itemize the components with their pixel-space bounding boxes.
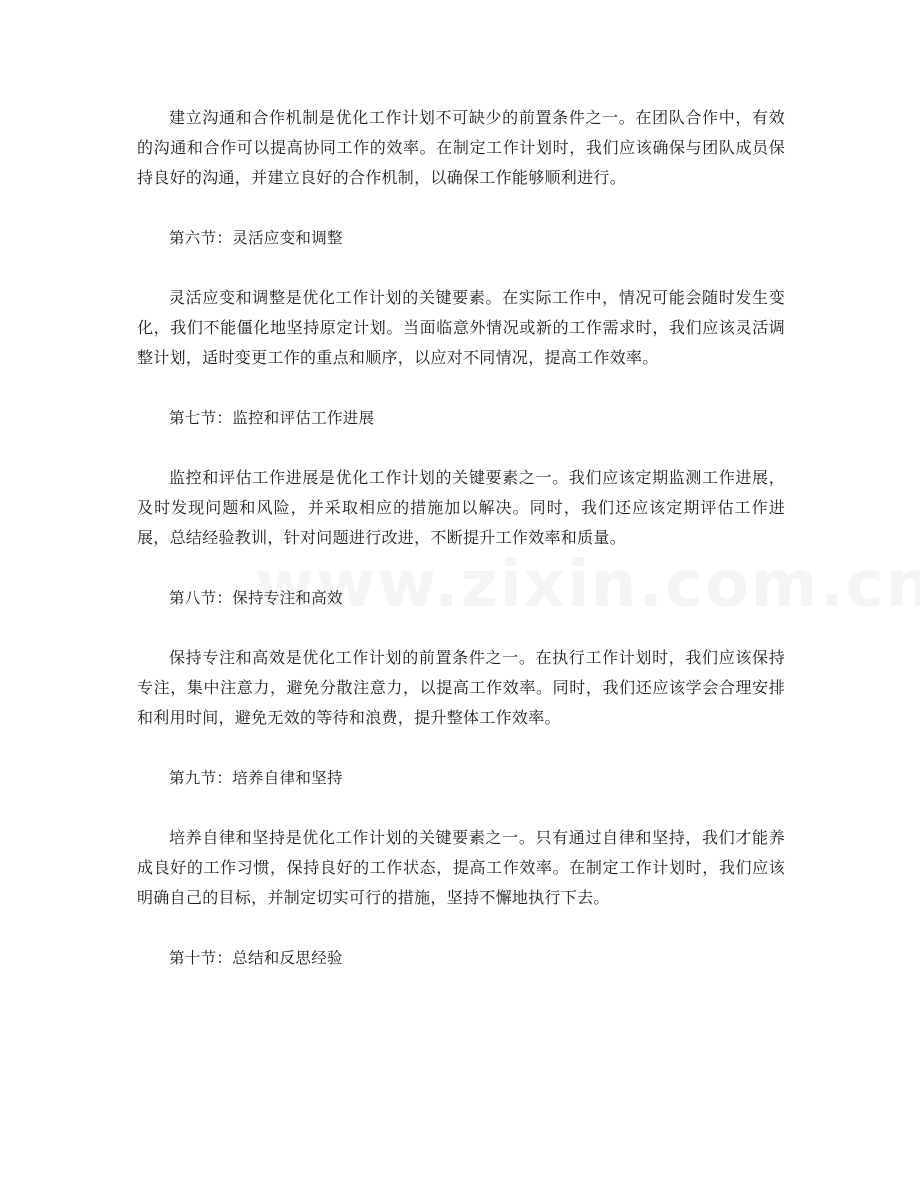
spacer (137, 913, 785, 943)
paragraph-communication: 建立沟通和合作机制是优化工作计划不可缺少的前置条件之一。在团队合作中，有效的沟通和合作可以提高协同工作的效率。在制定工作计划时，我们应该确保与团队成员保持良好的沟通，并建立良好的合作机制，以确保工作能够顺利进行。 (137, 108, 785, 187)
spacer (137, 373, 785, 403)
document-body (137, 103, 785, 973)
section-heading-6: 第六节：灵活应变和调整 (169, 229, 343, 247)
section-heading-8: 第八节：保持专注和高效 (169, 589, 343, 607)
spacer (137, 253, 785, 283)
paragraph-discipline: 培养自律和坚持是优化工作计划的关键要素之一。只有通过自律和坚持，我们才能养成良好的工作习惯，保持良好的工作状态，提高工作效率。在制定工作计划时，我们应该明确自己的目标，并制定切实可行的措施，坚持不懈地执行下去。 (137, 828, 785, 907)
spacer (137, 433, 785, 463)
spacer (137, 613, 785, 643)
spacer (137, 193, 785, 223)
section-heading-10: 第十节：总结和反思经验 (169, 949, 343, 967)
paragraph-monitoring: 监控和评估工作进展是优化工作计划的关键要素之一。我们应该定期监测工作进展，及时发现问题和风险，并采取相应的措施加以解决。同时，我们还应该定期评估工作进展，总结经验教训，针对问题进行改进，不断提升工作效率和质量。 (137, 468, 785, 547)
spacer (137, 553, 785, 583)
spacer (137, 733, 785, 763)
section-heading-9: 第九节：培养自律和坚持 (169, 769, 343, 787)
paragraph-flexibility: 灵活应变和调整是优化工作计划的关键要素。在实际工作中，情况可能会随时发生变化，我们不能僵化地坚持原定计划。当面临意外情况或新的工作需求时，我们应该灵活调整计划，适时变更工作的重点和顺序，以应对不同情况，提高工作效率。 (137, 288, 785, 367)
section-heading-7: 第七节：监控和评估工作进展 (169, 409, 375, 427)
spacer (137, 793, 785, 823)
paragraph-focus: 保持专注和高效是优化工作计划的前置条件之一。在执行工作计划时，我们应该保持专注，集中注意力，避免分散注意力，以提高工作效率。同时，我们还应该学会合理安排和利用时间，避免无效的等待和浪费，提升整体工作效率。 (137, 648, 785, 727)
